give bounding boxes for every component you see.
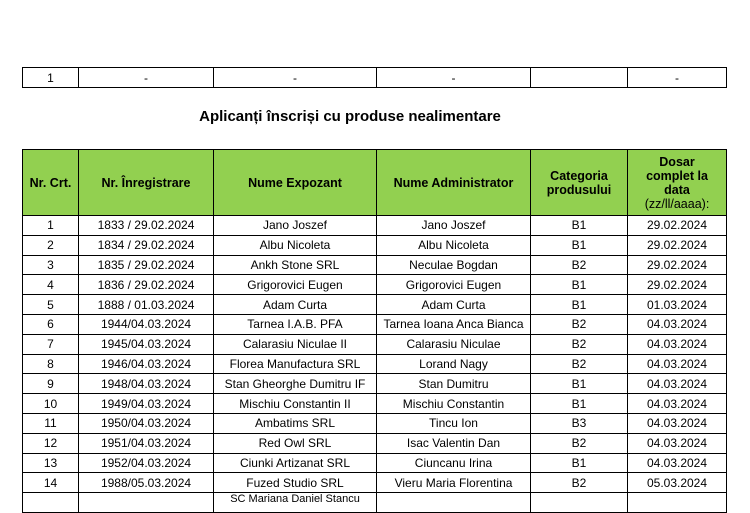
table-body xyxy=(23,216,727,513)
table-row xyxy=(23,433,727,453)
applicants-table xyxy=(22,149,727,513)
cell-nr xyxy=(23,493,79,513)
header-category-line2: produsului xyxy=(546,182,612,197)
cell-date: 01.03.2024 xyxy=(628,295,727,315)
cell-exhibitor: Fuzed Studio SRL xyxy=(214,473,377,493)
table-row xyxy=(23,255,727,275)
cell-administrator: Tarnea Ioana Anca Bianca xyxy=(377,314,531,334)
cell-category xyxy=(531,493,628,513)
cell-nr: 7 xyxy=(23,334,79,354)
cell-exhibitor: Jano Joszef xyxy=(214,216,377,236)
cell-administrator: Tincu Ion xyxy=(377,413,531,433)
cell-registration: 1945/04.03.2024 xyxy=(79,334,214,354)
header-row xyxy=(23,150,727,216)
table-row-partial xyxy=(23,493,727,513)
cell-administrator: Vieru Maria Florentina xyxy=(377,473,531,493)
cell-exhibitor: SC Mariana Daniel Stancu xyxy=(214,493,377,513)
cell-registration: 1834 / 29.02.2024 xyxy=(79,235,214,255)
previous-table-tail xyxy=(22,67,727,88)
cell-exhibitor: Albu Nicoleta xyxy=(214,235,377,255)
cell-registration: 1836 / 29.02.2024 xyxy=(79,275,214,295)
cell-exhibitor: Calarasiu Niculae II xyxy=(214,334,377,354)
table-row xyxy=(23,413,727,433)
header-dossier-line2: complet la xyxy=(646,168,708,183)
cell-date xyxy=(628,493,727,513)
cell-registration xyxy=(79,493,214,513)
cell-nr: 3 xyxy=(23,255,79,275)
cell-registration: 1988/05.03.2024 xyxy=(79,473,214,493)
table-row xyxy=(23,235,727,255)
cell-nr: 11 xyxy=(23,413,79,433)
cell-administrator: Lorand Nagy xyxy=(377,354,531,374)
cell-nr: 13 xyxy=(23,453,79,473)
cell-date: 29.02.2024 xyxy=(628,216,727,236)
cell-category: B2 xyxy=(531,255,628,275)
cell-registration: 1835 / 29.02.2024 xyxy=(79,255,214,275)
cell-exhibitor: Grigorovici Eugen xyxy=(214,275,377,295)
table-row xyxy=(23,473,727,493)
cell-nr: 6 xyxy=(23,314,79,334)
table-row xyxy=(23,295,727,315)
section-heading: Aplicanți înscriși cu produse nealimentare xyxy=(199,108,501,125)
cell-administrator: Jano Joszef xyxy=(377,216,531,236)
table-row xyxy=(23,374,727,394)
table-row xyxy=(23,314,727,334)
cell-date: 04.03.2024 xyxy=(628,334,727,354)
cell-nr: 1 xyxy=(23,68,79,88)
cell-administrator: Calarasiu Niculae xyxy=(377,334,531,354)
cell-registration: 1949/04.03.2024 xyxy=(79,394,214,414)
cell-category: B2 xyxy=(531,433,628,453)
cell-date: 04.03.2024 xyxy=(628,453,727,473)
cell-nr: 14 xyxy=(23,473,79,493)
cell-category xyxy=(531,68,628,88)
cell-administrator: Grigorovici Eugen xyxy=(377,275,531,295)
cell-exhibitor: Ciunki Artizanat SRL xyxy=(214,453,377,473)
cell-exhibitor: Adam Curta xyxy=(214,295,377,315)
cell-nr: 8 xyxy=(23,354,79,374)
cell-exhibitor: Ankh Stone SRL xyxy=(214,255,377,275)
table-row xyxy=(23,216,727,236)
cell-date: 04.03.2024 xyxy=(628,374,727,394)
cell-category: B1 xyxy=(531,216,628,236)
cell-nr: 12 xyxy=(23,433,79,453)
header-nr: Nr. Crt. xyxy=(23,150,79,216)
cell-registration: 1946/04.03.2024 xyxy=(79,354,214,374)
table-row xyxy=(23,275,727,295)
cell-administrator xyxy=(377,493,531,513)
cell-date: 04.03.2024 xyxy=(628,314,727,334)
cell-registration: 1950/04.03.2024 xyxy=(79,413,214,433)
cell-date: 29.02.2024 xyxy=(628,255,727,275)
table-row xyxy=(23,68,727,88)
header-registration: Nr. Înregistrare xyxy=(79,150,214,216)
cell-date: 04.03.2024 xyxy=(628,433,727,453)
cell-nr: 2 xyxy=(23,235,79,255)
cell-administrator: Neculae Bogdan xyxy=(377,255,531,275)
cell-exhibitor: - xyxy=(214,68,377,88)
cell-nr: 1 xyxy=(23,216,79,236)
header-dossier-line4: (zz/ll/aaaa): xyxy=(644,196,710,211)
cell-category: B3 xyxy=(531,413,628,433)
cell-date: 29.02.2024 xyxy=(628,235,727,255)
cell-date: 04.03.2024 xyxy=(628,413,727,433)
cell-category: B2 xyxy=(531,354,628,374)
header-category xyxy=(531,150,628,216)
header-category-line1: Categoria xyxy=(550,168,608,183)
cell-registration: 1888 / 01.03.2024 xyxy=(79,295,214,315)
cell-administrator: Adam Curta xyxy=(377,295,531,315)
cell-date: 29.02.2024 xyxy=(628,275,727,295)
cell-exhibitor: Red Owl SRL xyxy=(214,433,377,453)
cell-exhibitor: Stan Gheorghe Dumitru IF xyxy=(214,374,377,394)
cell-administrator: Isac Valentin Dan xyxy=(377,433,531,453)
cell-category: B1 xyxy=(531,394,628,414)
table-row xyxy=(23,394,727,414)
header-dossier-line3: data xyxy=(664,182,690,197)
cell-registration: 1951/04.03.2024 xyxy=(79,433,214,453)
cell-exhibitor: Florea Manufactura SRL xyxy=(214,354,377,374)
cell-nr: 5 xyxy=(23,295,79,315)
cell-registration: 1952/04.03.2024 xyxy=(79,453,214,473)
cell-category: B1 xyxy=(531,235,628,255)
cell-administrator: Stan Dumitru xyxy=(377,374,531,394)
cell-date: 04.03.2024 xyxy=(628,354,727,374)
cell-administrator: - xyxy=(377,68,531,88)
header-dossier xyxy=(628,150,727,216)
cell-administrator: Mischiu Constantin xyxy=(377,394,531,414)
cell-nr: 4 xyxy=(23,275,79,295)
cell-registration: 1948/04.03.2024 xyxy=(79,374,214,394)
table-row xyxy=(23,453,727,473)
cell-category: B1 xyxy=(531,275,628,295)
cell-date: - xyxy=(628,68,727,88)
cell-category: B2 xyxy=(531,314,628,334)
cell-exhibitor: Ambatims SRL xyxy=(214,413,377,433)
cell-nr: 10 xyxy=(23,394,79,414)
cell-date: 04.03.2024 xyxy=(628,394,727,414)
cell-category: B2 xyxy=(531,334,628,354)
cell-exhibitor: Mischiu Constantin II xyxy=(214,394,377,414)
cell-registration: 1833 / 29.02.2024 xyxy=(79,216,214,236)
cell-category: B1 xyxy=(531,453,628,473)
cell-category: B2 xyxy=(531,473,628,493)
cell-nr: 9 xyxy=(23,374,79,394)
header-dossier-line1: Dosar xyxy=(659,154,695,169)
cell-registration: 1944/04.03.2024 xyxy=(79,314,214,334)
header-administrator: Nume Administrator xyxy=(377,150,531,216)
cell-category: B1 xyxy=(531,295,628,315)
header-exhibitor: Nume Expozant xyxy=(214,150,377,216)
cell-administrator: Ciuncanu Irina xyxy=(377,453,531,473)
cell-category: B1 xyxy=(531,374,628,394)
table-row xyxy=(23,334,727,354)
cell-exhibitor: Tarnea I.A.B. PFA xyxy=(214,314,377,334)
cell-date: 05.03.2024 xyxy=(628,473,727,493)
table-row xyxy=(23,354,727,374)
cell-registration: - xyxy=(79,68,214,88)
cell-administrator: Albu Nicoleta xyxy=(377,235,531,255)
